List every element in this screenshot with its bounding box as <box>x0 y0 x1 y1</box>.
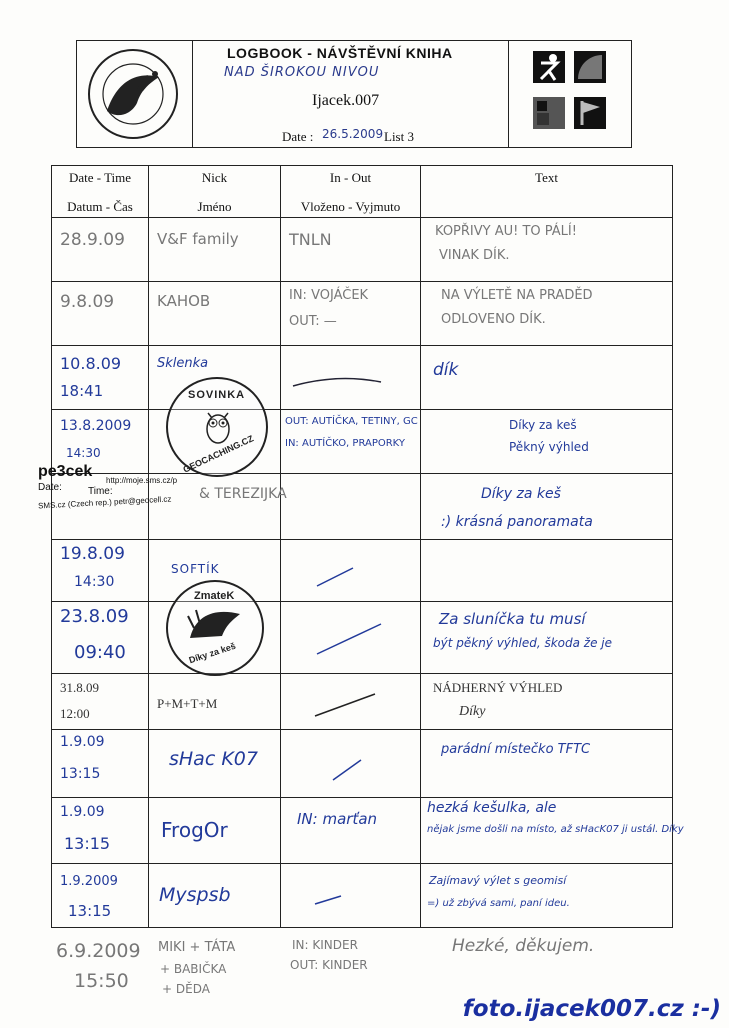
extra-out: OUT: KINDER <box>290 958 368 972</box>
cache-name: NAD ŠIROKOU NIVOU <box>224 65 380 80</box>
flag-icon <box>574 97 606 129</box>
owner-name: Ijacek.007 <box>312 92 380 109</box>
extra-in: IN: KINDER <box>292 938 358 952</box>
dash-mark <box>281 674 421 730</box>
sovinka-stamp: SOVINKA GEOCACHING.CZ <box>166 377 268 477</box>
watermark-footer: foto.ijacek007.cz :-) <box>462 996 721 1022</box>
table-row: 10.8.09 18:41 Sklenka dík <box>52 346 673 410</box>
table-header-row <box>52 166 673 218</box>
column-nick: Nick Jméno <box>149 166 281 218</box>
table-row: 1.9.09 13:15 sHac K07 parádní místečko TFTC <box>52 730 673 798</box>
pe3cek-date-label: Date: <box>38 482 62 493</box>
table-row: 9.8.09 KAHOB IN: VOJÁČEK OUT: — NA VÝLETĚ NA PRADĚD ODLOVENO DÍK. <box>52 282 673 346</box>
pe3cek-url: http://moje.sms.cz/p <box>106 476 178 485</box>
table-row: 1.9.2009 13:15 Myspsb Zajímavý výlet s geomisí =) už zbývá sami, paní ideu. <box>52 864 673 928</box>
pe3cek-time-label: Time: <box>88 486 113 497</box>
extra-date: 6.9.2009 <box>56 940 141 962</box>
column-text: Text <box>421 166 673 218</box>
date-value: 26.5.2009 <box>322 127 384 141</box>
date-label: Date : <box>282 129 314 144</box>
table-row: 31.8.09 12:00 P+M+T+M NÁDHERNÝ VÝHLED Díky <box>52 674 673 730</box>
czech-lands-cachers-logo <box>77 41 190 145</box>
logbook-header <box>76 40 632 148</box>
extra-text: Hezké, děkujem. <box>452 936 595 956</box>
table-row: 19.8.09 14:30 SOFTÍK <box>52 540 673 602</box>
logbook-title: LOGBOOK - NÁVŠTĚVNÍ KNIHA <box>227 45 453 61</box>
icons-cell <box>508 41 631 147</box>
table-row: 28.9.09 V&F family TNLN KOPŘIVY AU! TO PÁLÍ! VINAK DÍK. <box>52 218 673 282</box>
pe3cek-name: pe3cek <box>38 463 93 480</box>
extra-nick-2: + BABIČKA <box>160 962 227 976</box>
dash-mark <box>281 540 421 602</box>
extra-nick-3: + DĚDA <box>162 982 210 996</box>
log-table <box>51 165 684 928</box>
table-row: & TEREZIJKA Díky za keš :) krásná panoramata <box>52 474 673 540</box>
table-row: 1.9.09 13:15 FrogOr IN: marťan hezká kešulka, ale nějak jsme došli na místo, až sHacK07 ji ustál. Díky <box>52 798 673 864</box>
extra-nick: MIKI + TÁTA <box>158 940 236 955</box>
table-row: 13.8.2009 14:30 OUT: AUTÍČKA, TETINY, GC IN: AUTÍČKO, PRAPORKY Díky za keš Pěkný výhled <box>52 410 673 474</box>
dash-mark <box>281 602 421 674</box>
dash-mark <box>281 346 421 410</box>
runner-icon <box>533 51 565 83</box>
dash-mark <box>281 864 421 928</box>
quarter-circle-icon <box>574 51 606 83</box>
pe3cek-sms: SMS.cz (Czech rep.) petr@geocell.cz <box>37 494 172 511</box>
zmatek-stamp: ZmateK Díky za keš <box>166 580 264 676</box>
title-cell <box>192 41 509 147</box>
frog-icon <box>186 604 244 644</box>
corner-icon <box>533 97 565 129</box>
dash-mark <box>281 730 421 798</box>
column-date: Date - Time Datum - Čas <box>52 166 149 218</box>
table-row: 23.8.09 09:40 Za sluníčka tu musí být pěkný výhled, škoda že je <box>52 602 673 674</box>
owl-icon <box>202 405 234 445</box>
logo-cell <box>77 41 193 147</box>
column-inout: In - Out Vloženo - Vyjmuto <box>281 166 421 218</box>
list-label: List 3 <box>384 129 414 144</box>
extra-time: 15:50 <box>74 970 129 992</box>
